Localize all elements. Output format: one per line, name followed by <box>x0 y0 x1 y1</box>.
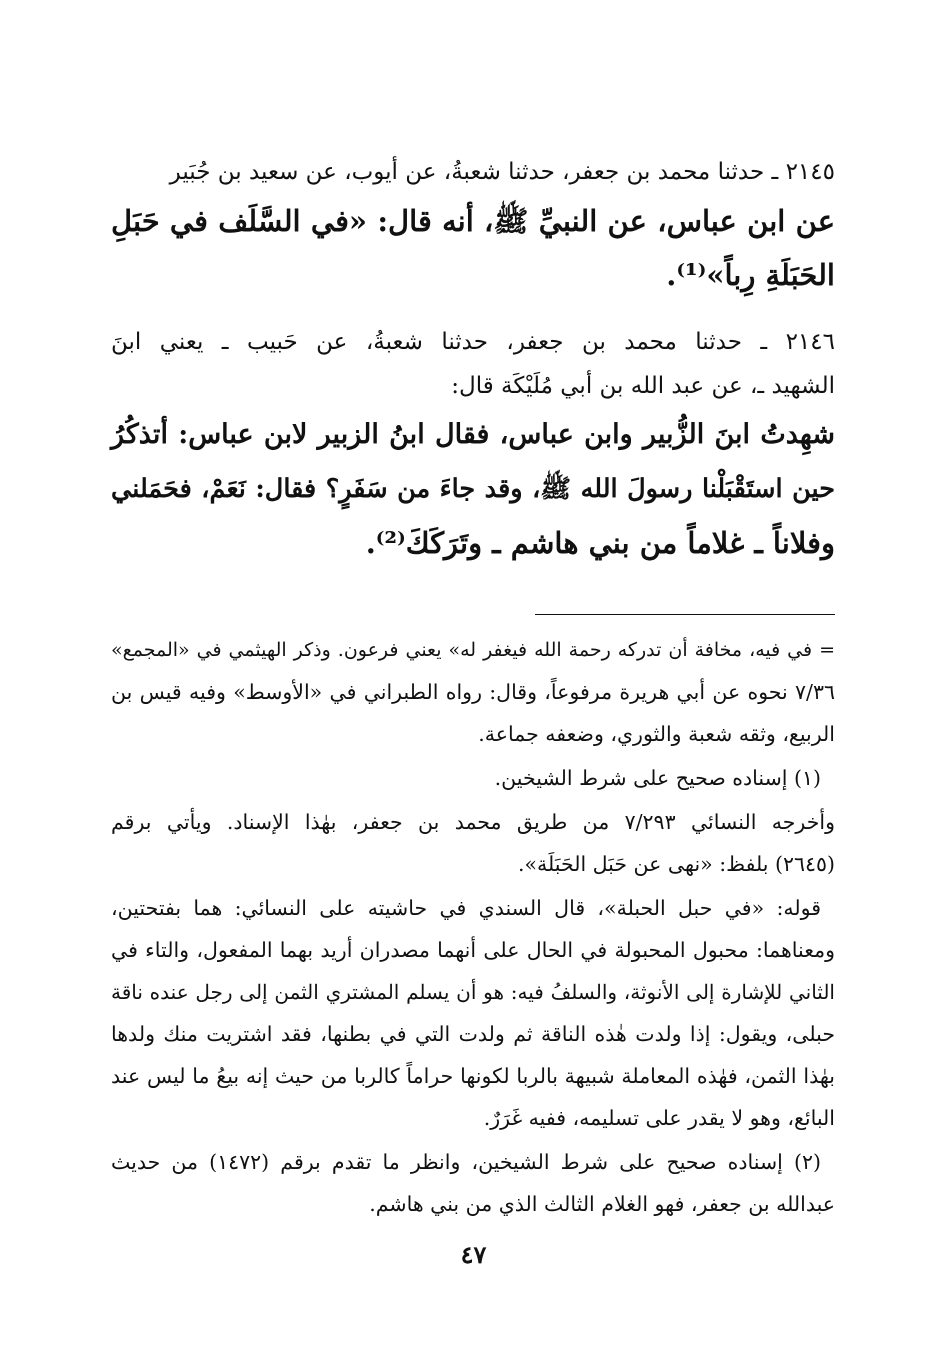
hadith-matn-line: الحَبَلَةِ رِباً»⁽¹⁾. <box>666 258 835 292</box>
footnote-line: حبلى، ويقول: إذا ولدت هٰذه الناقة ثم ولدت التي في بطنها، فقد اشتريت منك ولدها <box>111 1022 835 1046</box>
footnote-line: قوله: «في حبل الحبلة»، قال السندي في حاشيته على النسائي: هما بفتحتين، <box>111 896 821 920</box>
footnote-line: وأخرجه النسائي ٧/٢٩٣ من طريق محمد بن جعفر، بهٰذا الإسناد. ويأتي برقم <box>111 810 835 834</box>
footnote-line: (١) إسناده صحيح على شرط الشيخين. <box>494 766 821 790</box>
footnote-line: الثاني للإشارة إلى الأنوثة، والسلفُ فيه: هو أن يسلم المشتري الثمن إلى رجل عنده ناقة <box>111 980 835 1004</box>
hadith-isnad-line: ٢١٤٥ ـ حدثنا محمد بن جعفر، حدثنا شعبةُ، عن أيوب، عن سعيد بن جُبَير <box>169 159 835 185</box>
hadith-isnad-line: ٢١٤٦ ـ حدثنا محمد بن جعفر، حدثنا شعبةُ، عن حَبيب ـ يعني ابنَ <box>111 329 835 355</box>
footnote-continuation <box>111 629 835 755</box>
footnote-line: (٢) إسناده صحيح على شرط الشيخين، وانظر ما تقدم برقم (١٤٧٢) من حديث <box>111 1150 821 1174</box>
footnote-1 <box>111 757 835 799</box>
footnote-1-sharh <box>111 887 835 1139</box>
footnote-2 <box>111 1141 835 1225</box>
hadith-matn-line: حين استَقْبَلْنا رسولَ الله ﷺ، وقد جاءَ من سَفَرٍ؟ فقال: نَعَمْ، فحَمَلني <box>111 474 835 504</box>
page-content <box>111 150 835 1227</box>
page-number: ٤٧ <box>460 1240 487 1269</box>
hadith-2146 <box>111 320 835 570</box>
hadith-2145 <box>111 150 835 302</box>
footnote-1-takhrij <box>111 801 835 885</box>
hadith-matn-line: شهِدتُ ابنَ الزُّبير وابن عباس، فقال ابنُ الزبير لابن عباس: أتذكُرُ <box>111 419 835 450</box>
footnote-line: عبدالله بن جعفر، فهو الغلام الثالث الذي من بني هاشم. <box>369 1192 835 1216</box>
footnote-separator <box>535 614 835 615</box>
footnote-line: الربيع، وثقه شعبة والثوري، وضعفه جماعة. <box>478 722 835 746</box>
footnote-line: ومعناهما: محبول المحبولة في الحال على أنهما مصدران أريد بهما المفعول، والتاء في <box>111 938 835 962</box>
footnote-line: بهٰذا الثمن، فهٰذه المعاملة شبيهة بالربا لكونها حراماً كالربا من حيث إنه بيعُ ما ليس عند <box>111 1064 835 1088</box>
hadith-matn-line: وفلاناً ـ غلاماً من بني هاشم ـ وتَرَكَكَ⁽²⁾. <box>365 526 835 560</box>
footnote-line: = في فيه، مخافة أن تدركه رحمة الله فيغفر له» يعني فرعون. وذكر الهيثمي في «المجمع» <box>111 639 835 661</box>
footnote-line: البائع، وهو لا يقدر على تسليمه، ففيه غَرَرٌ. <box>483 1106 835 1130</box>
footnote-line: (٢٦٤٥) بلفظ: «نهى عن حَبَل الحَبَلَة». <box>517 852 835 876</box>
hadith-matn-line: عن ابن عباس، عن النبيِّ ﷺ، أنه قال: «في السَّلَف في حَبَلِ <box>111 204 835 238</box>
footnote-line: ٧/٣٦ نحوه عن أبي هريرة مرفوعاً، وقال: رواه الطبراني في «الأوسط» وفيه قيس بن <box>111 680 835 704</box>
hadith-isnad-line: الشهيد ـ، عن عبد الله بن أبي مُلَيْكَة قال: <box>451 373 835 399</box>
